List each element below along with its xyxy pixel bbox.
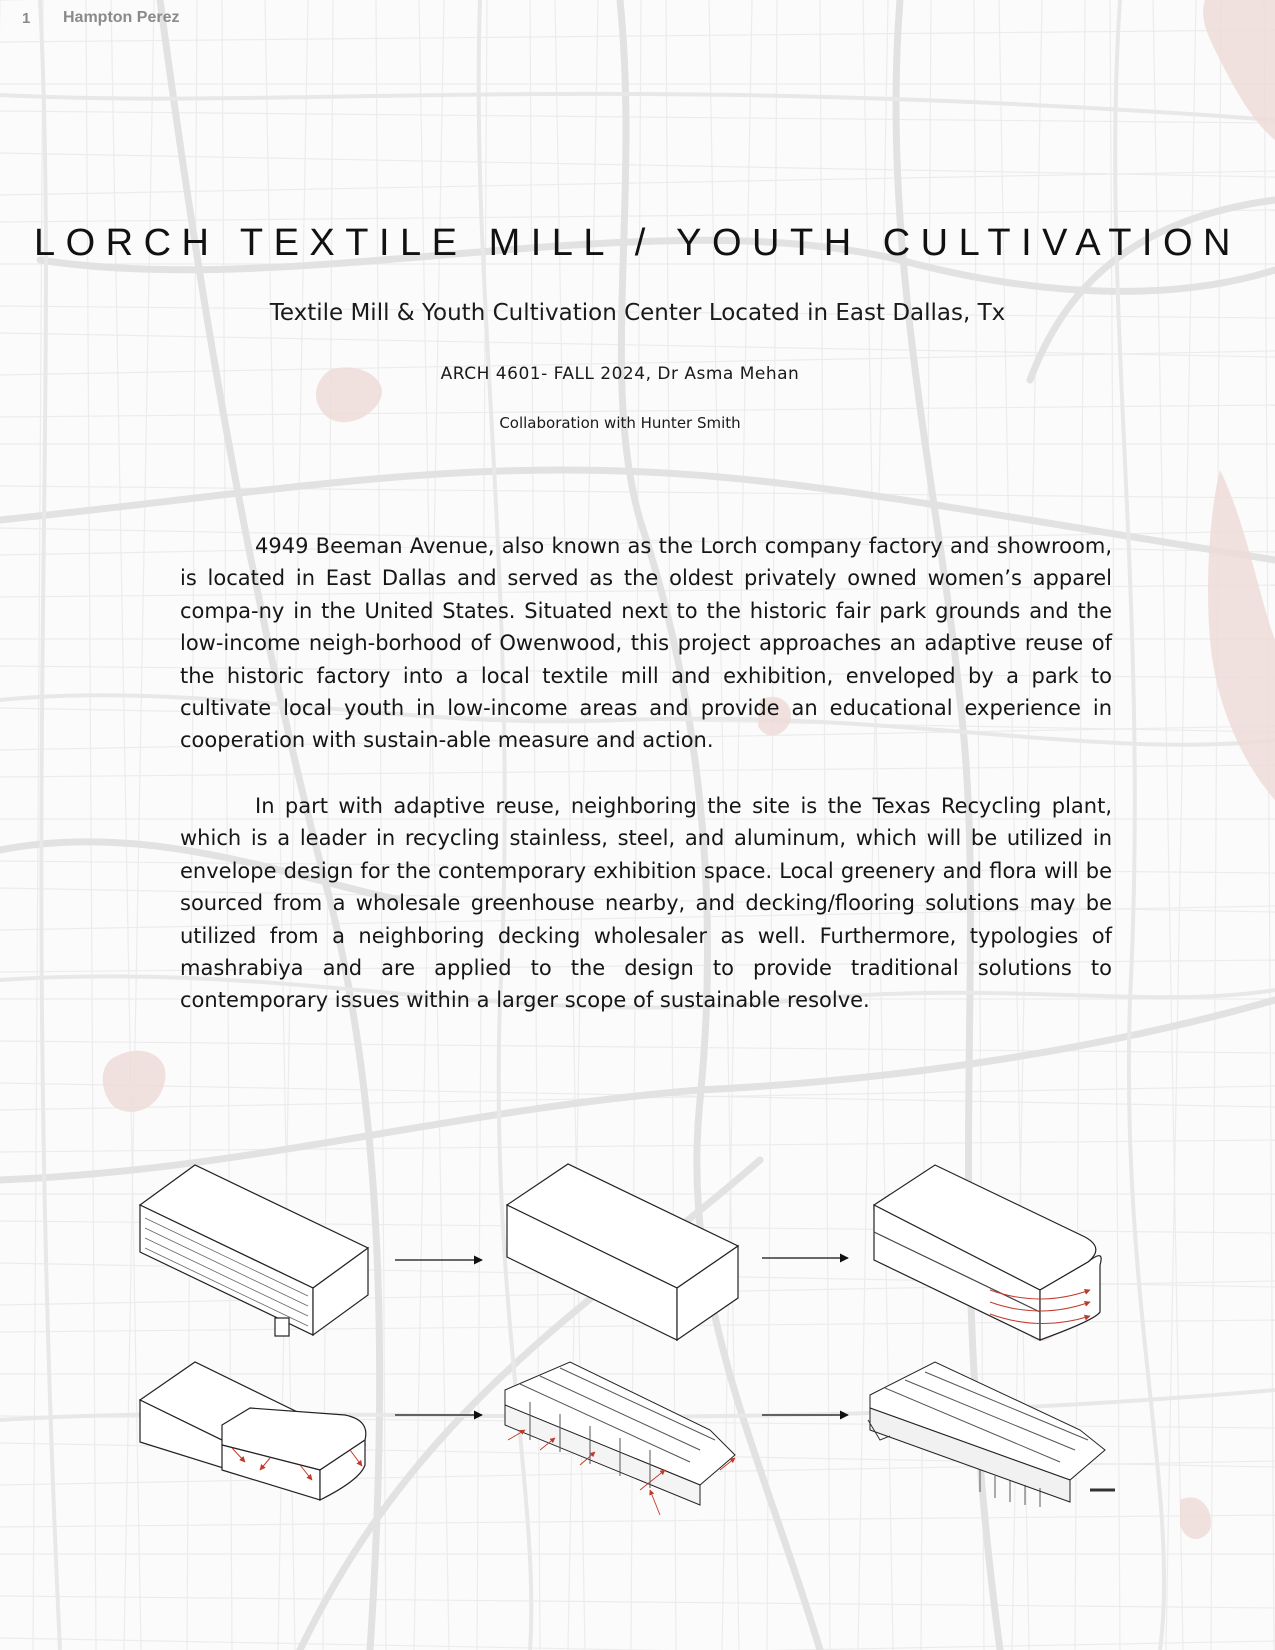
page-subtitle: Textile Mill & Youth Cultivation Center Located in East Dallas, Tx [269, 300, 1006, 326]
massing-step-structure-canopy [505, 1362, 735, 1515]
description-paragraph-2: In part with adaptive reuse, neighboring the site is the Texas Recycling plant, which is a leader in recycling stainless, steel, and aluminum, which will be utilized in envelope design for the contemporary exhibition space. Local greenery and flora will be sourced from a wholesale greenhouse nearby, and decking/flooring solutions may be utilized from a neighboring decking wholesaler as well. Furthermore, typologies of mashrabiya and are applied to the design to provide traditional solutions to contemporary issues within a larger scope of sustainable resolve. [180, 794, 1112, 1013]
massing-step-added-wing [140, 1362, 366, 1500]
massing-step-existing-factory [140, 1165, 368, 1336]
description-paragraph-1: 4949 Beeman Avenue, also known as the Lorch company factory and showroom, is located in East Dallas and served as the oldest privately owned women’s apparel compa-ny in the United States. Situated next to the historic fair park grounds and the low-income neigh-borhood of Owenwood, this project approaches an adaptive reuse of the historic factory into a local textile mill and exhibition, enveloped by a park to cultivate local youth in low-income areas and provide an educational experience in cooperation with sustain-able measure and action. [180, 534, 1112, 753]
author-name: Hampton Perez [63, 9, 180, 26]
page-title: LORCH TEXTILE MILL / YOUTH CULTIVATION [33, 222, 1241, 264]
massing-step-simplified-volume [507, 1164, 738, 1340]
massing-diagram [0, 1140, 1275, 1520]
page-number: 1 [22, 10, 31, 27]
massing-step-final-design [868, 1362, 1115, 1507]
collaboration-credit: Collaboration with Hunter Smith [499, 414, 741, 432]
massing-step-curved-end [874, 1165, 1101, 1340]
course-info: ARCH 4601- FALL 2024, Dr Asma Mehan [440, 364, 800, 384]
